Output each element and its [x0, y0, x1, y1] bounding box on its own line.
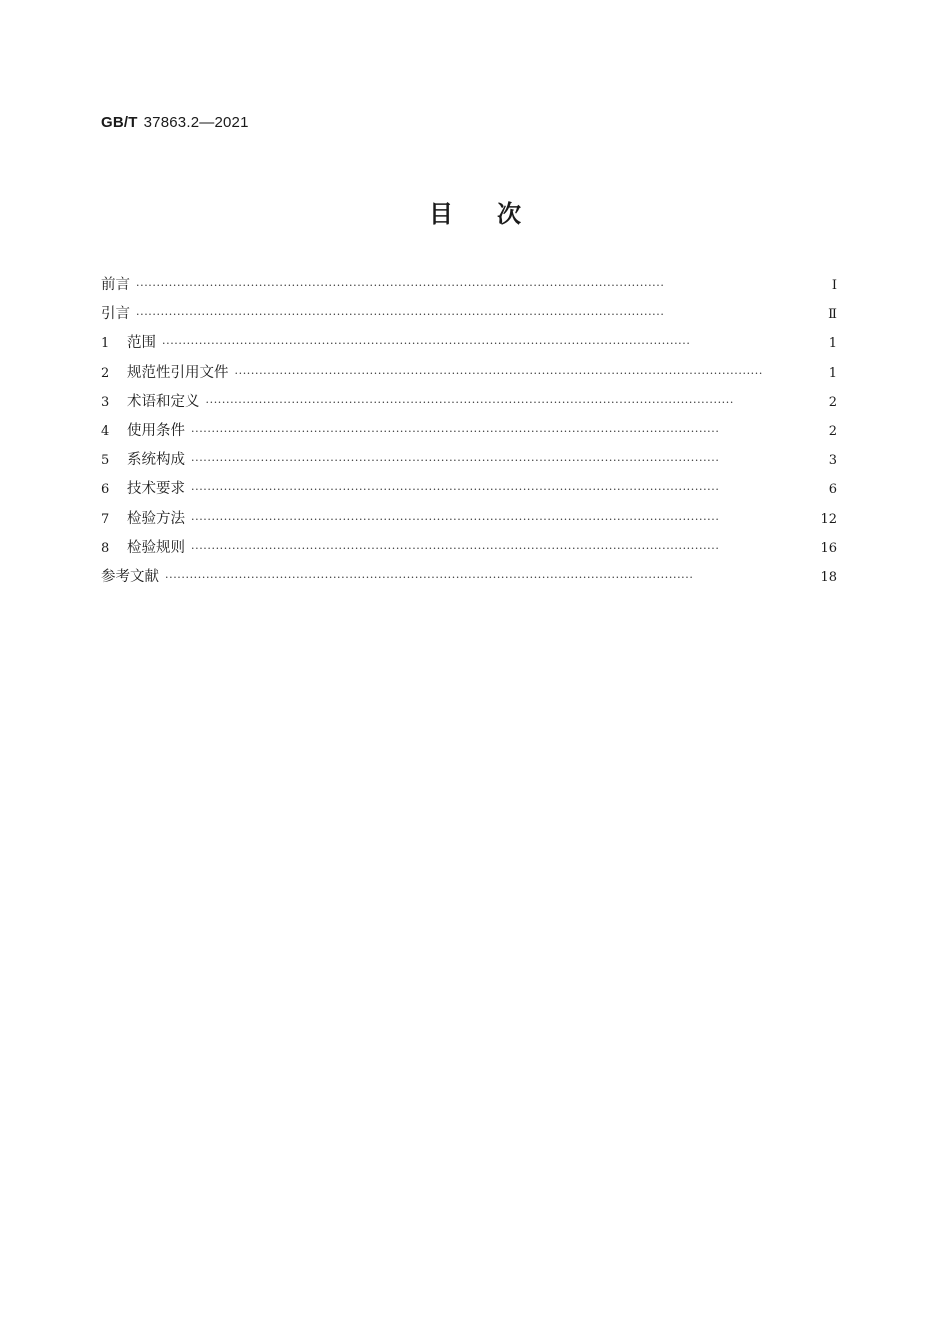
toc-entry-page: Ⅱ [828, 307, 837, 323]
toc-entry-number: 5 [101, 453, 110, 469]
toc-leader-dots: ································································································································· [234, 366, 763, 380]
toc-entry-label: 规范性引用文件 [127, 364, 229, 381]
toc-leader-dots: ································································································································· [191, 483, 720, 497]
toc-leader-dots: ································································································································· [205, 395, 734, 409]
toc-entry-page: 12 [820, 511, 837, 527]
toc-entry-system-composition[interactable] [101, 446, 837, 475]
toc-entry-page: 16 [820, 540, 837, 556]
toc-entry-number: 8 [101, 540, 110, 556]
toc-entry-preface[interactable] [101, 271, 837, 300]
toc-entry-label: 系统构成 [127, 452, 185, 469]
toc-entry-introduction[interactable] [101, 300, 837, 329]
toc-entry-label: 引言 [101, 306, 130, 323]
toc-entry-label: 前言 [101, 277, 130, 293]
toc-leader-dots: ································································································································· [162, 337, 691, 351]
toc-entry-page: 3 [828, 453, 837, 469]
toc-entry-page: 1 [828, 336, 837, 352]
toc-entry-page: 1 [828, 365, 837, 381]
toc-entry-label: 技术要求 [127, 481, 185, 498]
toc-entry-label: 检验方法 [127, 510, 185, 527]
toc-entry-inspection-rules[interactable] [101, 534, 837, 563]
toc-entry-scope[interactable] [101, 329, 837, 358]
toc-entry-label: 检验规则 [127, 539, 185, 556]
toc-entry-number: 7 [101, 511, 110, 527]
standard-prefix: GB/T [101, 114, 138, 131]
toc-entry-label: 使用条件 [127, 422, 185, 439]
toc-leader-dots: ································································································································· [165, 570, 694, 584]
standard-code [101, 114, 249, 131]
toc-leader-dots: ································································································································· [136, 279, 665, 292]
toc-entry-page: 2 [828, 394, 837, 410]
toc-entry-number: 3 [101, 394, 110, 410]
toc-entry-label: 参考文献 [101, 568, 159, 585]
toc-leader-dots: ································································································································· [191, 512, 720, 526]
toc-entry-test-methods[interactable] [101, 505, 837, 534]
toc-entry-terms-definitions[interactable] [101, 388, 837, 417]
toc-entry-page: 2 [828, 423, 837, 439]
standard-number: 37863.2—2021 [143, 114, 249, 131]
toc-entry-technical-requirements[interactable] [101, 475, 837, 504]
toc-leader-dots: ································································································································· [191, 424, 720, 438]
table-of-contents [101, 271, 837, 592]
toc-leader-dots: ································································································································· [191, 541, 720, 555]
toc-entry-bibliography[interactable] [101, 563, 837, 592]
toc-leader-dots: ································································································································· [136, 308, 665, 322]
page-title [0, 194, 950, 229]
toc-entry-number: 1 [101, 336, 110, 352]
title-char-1: 目 [429, 200, 453, 228]
toc-entry-page: 18 [820, 569, 837, 585]
title-char-2: 次 [497, 200, 521, 228]
toc-entry-label: 术语和定义 [127, 393, 200, 410]
toc-entry-number: 6 [101, 482, 110, 498]
toc-entry-label: 范围 [127, 335, 156, 352]
toc-entry-conditions-of-use[interactable] [101, 417, 837, 446]
toc-leader-dots: ································································································································· [191, 454, 720, 468]
toc-entry-page: 6 [828, 482, 837, 498]
toc-entry-page: Ⅰ [831, 278, 837, 293]
toc-entry-number: 2 [101, 365, 110, 381]
toc-entry-normative-references[interactable] [101, 359, 837, 388]
toc-entry-number: 4 [101, 423, 110, 439]
